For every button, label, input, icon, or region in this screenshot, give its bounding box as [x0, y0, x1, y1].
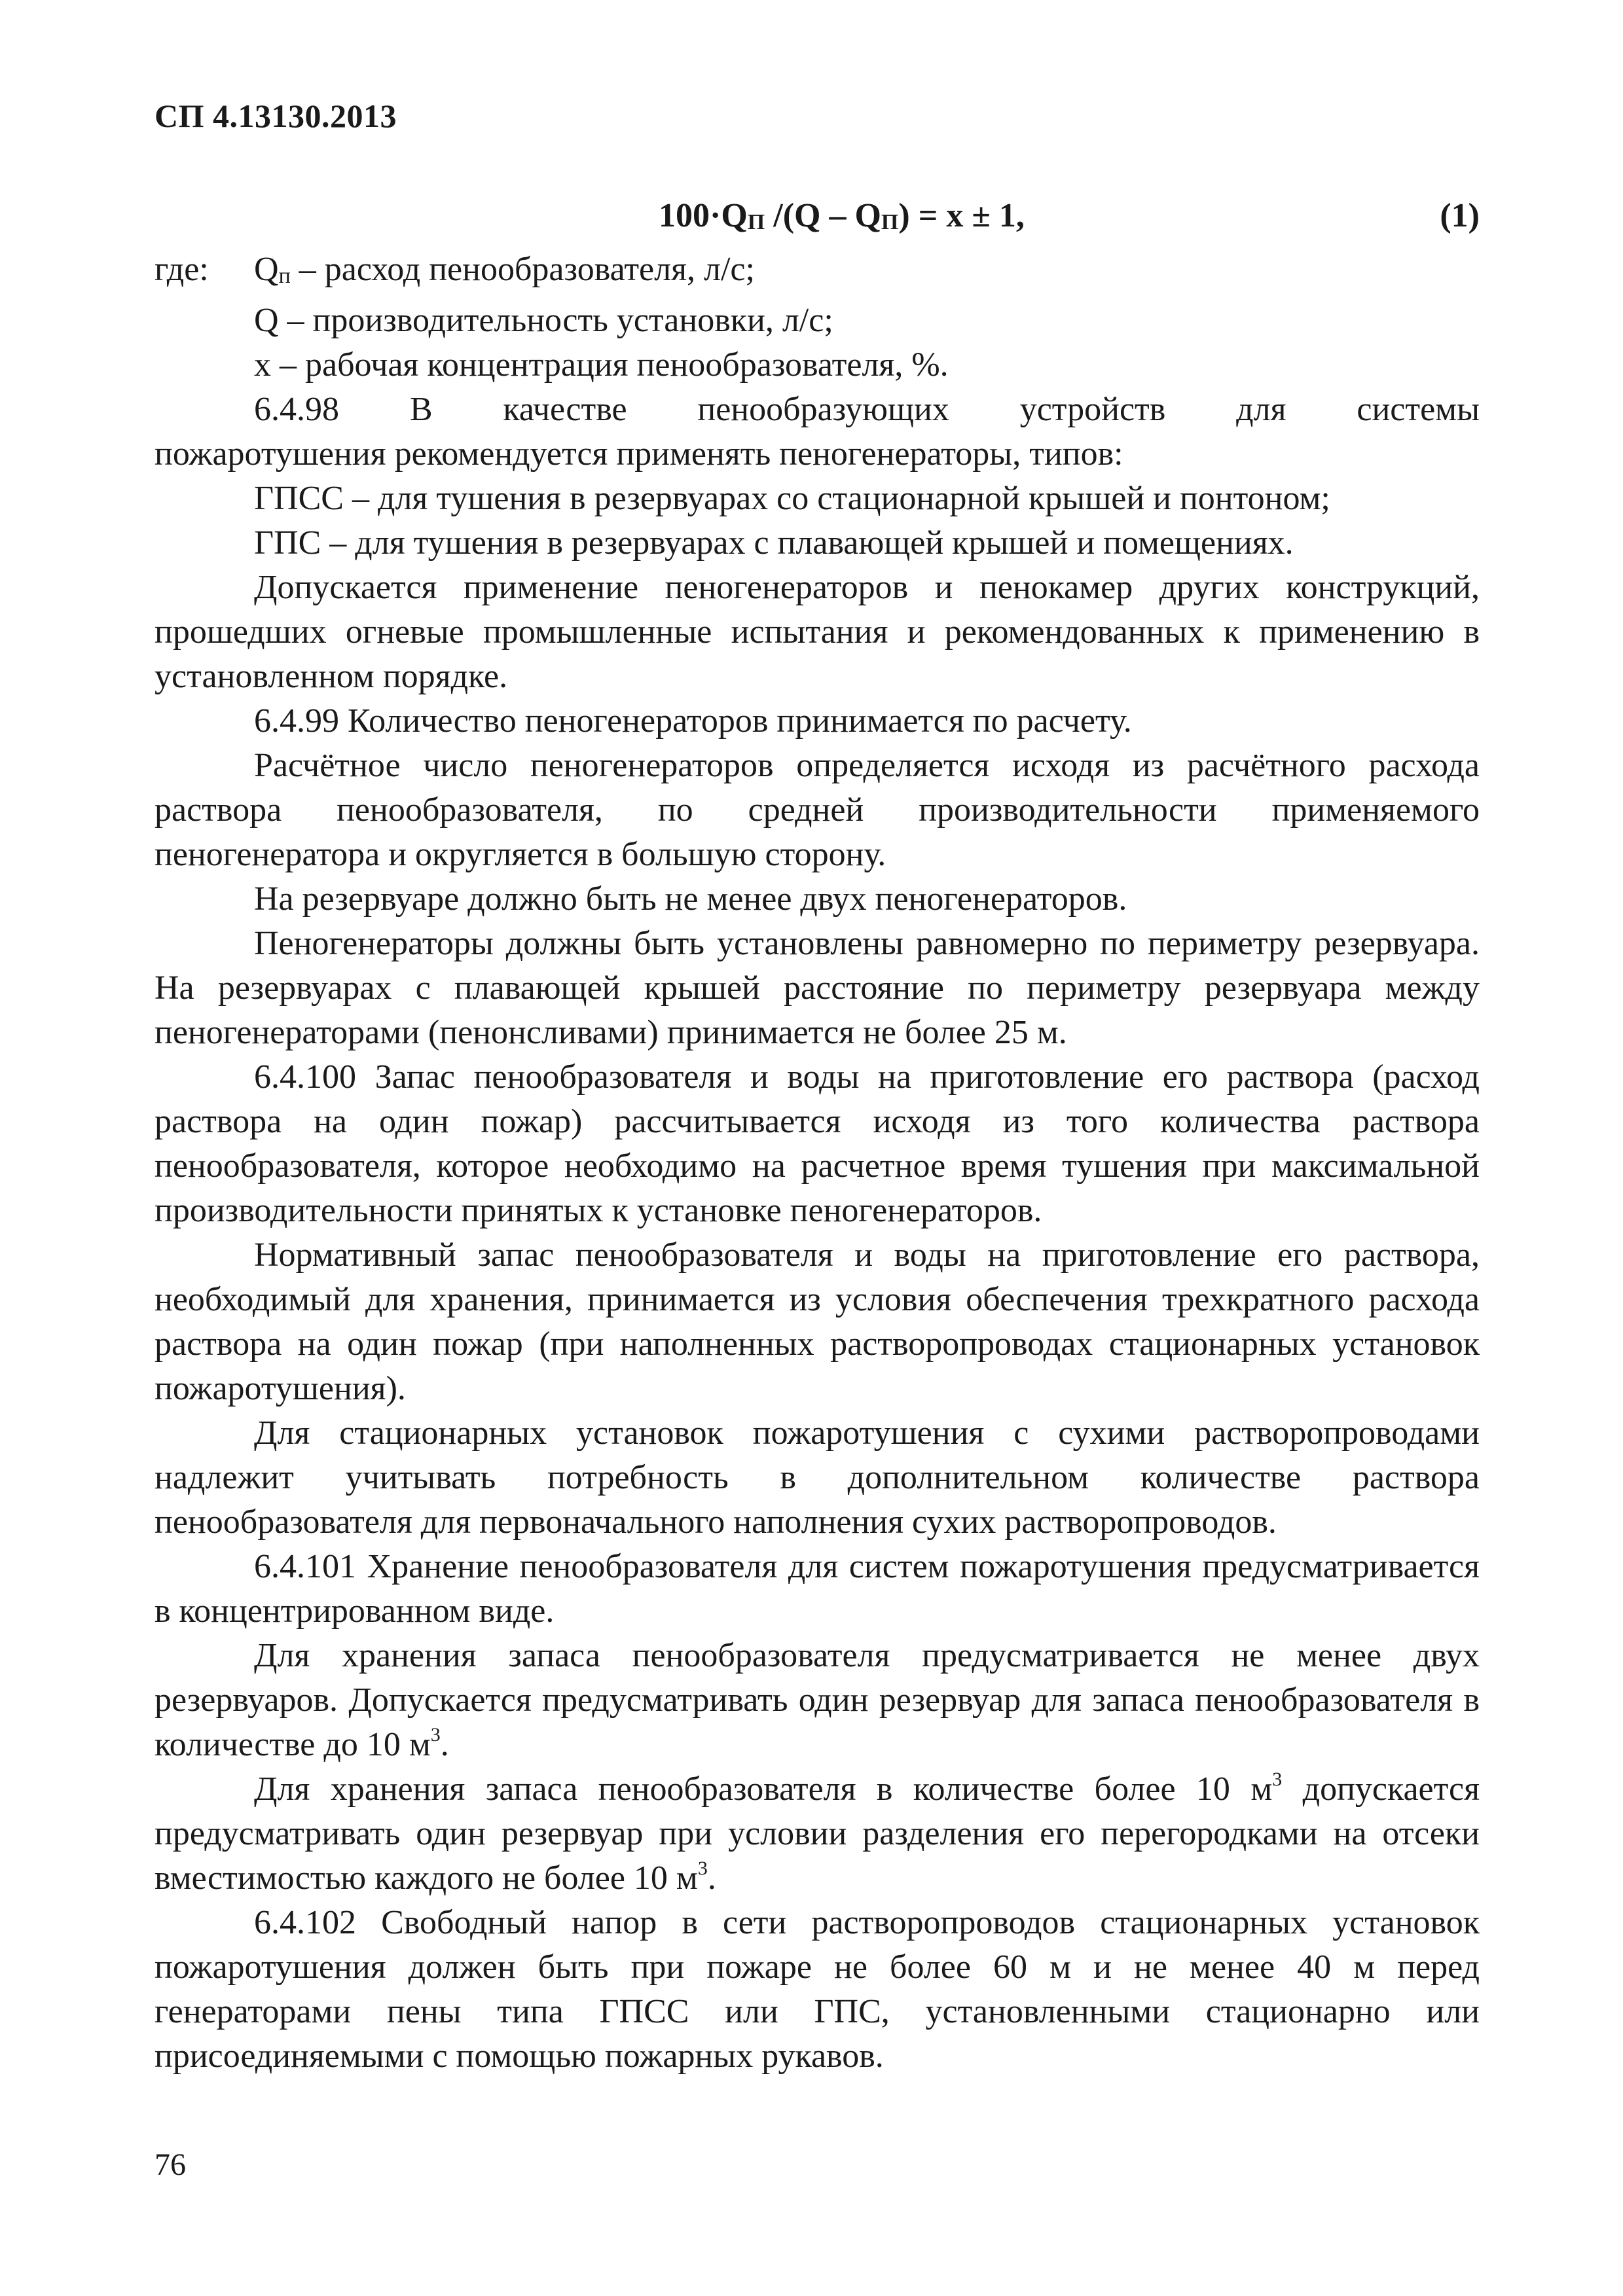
cubic-superscript: 3 [1272, 1768, 1283, 1790]
cubic-superscript: 3 [430, 1724, 441, 1746]
document-body [155, 247, 1480, 2079]
formula-1 [659, 196, 1025, 235]
storage-partitions-end: . [707, 1859, 716, 1897]
formula-sub-1: П [747, 210, 765, 234]
paragraph-min-two-generators: На резервуаре должно быть не менее двух пеногенераторов. [254, 880, 1127, 918]
formula-rhs: ) = x ± 1, [898, 197, 1025, 234]
clause-6-4-100: 6.4.100 Запас пенообразователя и воды на приготовление его раствора (расход раствора на один пожар) рассчитывается исходя из того количества раствора пенообразователя, которое необходимо на расчетное время тушения при максимальной производительности принятых к установке пеногенераторов. [155, 1058, 1480, 1229]
cubic-superscript: 3 [697, 1857, 708, 1879]
clause-6-4-98-line2: пожаротушения рекомендуется применять пеногенераторы, типов: [155, 435, 1123, 473]
formula-number: (1) [1440, 197, 1480, 234]
storage-partitions-text-b: допускается предусматривать один резервуар при условии разделения его перегородками на отсеки вместимостью каждого не более 10 м [155, 1770, 1480, 1897]
definition-qp-text [254, 247, 755, 298]
definitions-lead: где: [155, 251, 209, 288]
qp-subscript: п [278, 264, 291, 288]
clause-6-4-98-line1: 6.4.98 В качестве пенообразующих устройств для системы [254, 391, 1480, 428]
clause-6-4-102: 6.4.102 Свободный напор в сети растворопроводов стационарных установок пожаротушения должен быть при пожаре не более 60 м и не менее 40 м перед генераторами пены типа ГПСС или ГПС, установленными стационарно или присоединяемыми с помощью пожарных рукавов. [155, 1904, 1480, 2075]
definition-q: Q – производительность установки, л/с; [254, 302, 833, 339]
storage-tanks-text: Для хранения запаса пенообразователя предусматривается не менее двух резервуаров. Допускается предусматривать один резервуар для запаса пенообразователя в количестве до 10 м [155, 1637, 1480, 1763]
qp-symbol: Q [254, 251, 279, 288]
paragraph-calculated-number: Расчётное число пеногенераторов определяется исходя из расчётного расхода раствора пенообразователя, по средней производительности применяемого пеногенератора и округляется в большую сторону. [155, 747, 1480, 873]
formula-row [155, 196, 1480, 242]
document-code: СП 4.13130.2013 [155, 98, 397, 134]
paragraph-uniform-placement: Пеногенераторы должны быть установлены равномерно по периметру резервуара. На резервуарах с плавающей крышей расстояние по периметру резервуара между пеногенераторами (пенонсливами) принимается не более 25 м. [155, 925, 1480, 1051]
paragraph-allowed-constructions: Допускается применение пеногенераторов и пенокамер других конструкций, прошедших огневые промышленные испытания и рекомендованных к применению в установленном порядке. [155, 569, 1480, 695]
definition-x: x – рабочая концентрация пенообразователя, %. [254, 346, 949, 384]
formula-mid: /(Q – Q [765, 197, 881, 234]
formula-sub-2: П [881, 210, 899, 234]
clause-6-4-101: 6.4.101 Хранение пенообразователя для систем пожаротушения предусматривается в концентрированном виде. [155, 1548, 1480, 1630]
paragraph-dry-pipelines: Для стационарных установок пожаротушения с сухими растворопроводами надлежит учитывать потребность в дополнительном количестве раствора пенообразователя для первоначального наполнения сухих растворопроводов. [155, 1414, 1480, 1541]
definition-qp [155, 247, 1480, 298]
storage-partitions-text-a: Для хранения запаса пенообразователя в количестве более 10 м [254, 1770, 1273, 1808]
formula-lhs: 100·Q [659, 197, 748, 234]
paragraph-storage-partitions [155, 1767, 1480, 1901]
clause-6-4-99: 6.4.99 Количество пеногенераторов принимается по расчету. [254, 702, 1132, 740]
foam-generator-gps: ГПС – для тушения в резервуарах с плавающей крышей и помещениях. [254, 524, 1294, 562]
storage-tanks-end: . [440, 1726, 449, 1763]
paragraph-storage-tanks [155, 1634, 1480, 1767]
qp-description: – расход пенообразователя, л/с; [290, 251, 755, 288]
page-number: 76 [155, 2147, 186, 2182]
foam-generator-gpss: ГПСС – для тушения в резервуарах со стационарной крышей и понтоном; [254, 480, 1330, 517]
paragraph-normative-reserve: Нормативный запас пенообразователя и воды на приготовление его раствора, необходимый для хранения, принимается из условия обеспечения трехкратного расхода раствора на один пожар (при наполненных растворопроводах стационарных установок пожаротушения). [155, 1236, 1480, 1407]
